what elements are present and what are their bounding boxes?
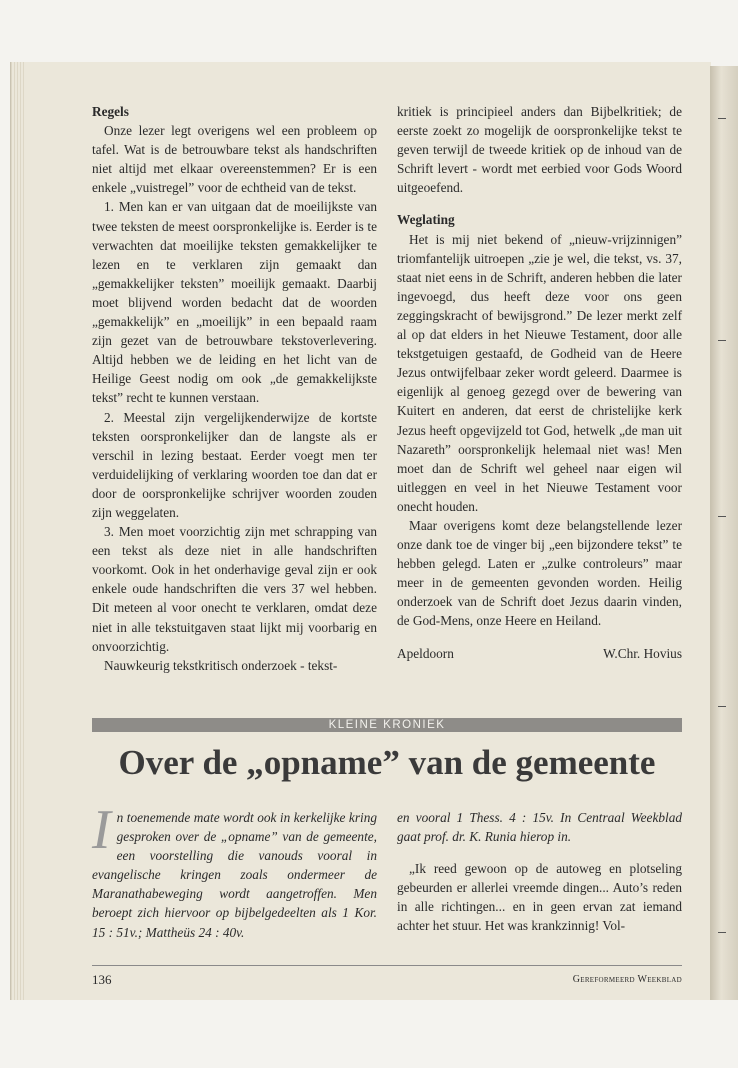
- right-column: [397, 102, 682, 663]
- section-heading-weglating: Weglating: [397, 212, 455, 228]
- section-heading-regels: Regels: [92, 104, 129, 119]
- page-number: 136: [92, 972, 112, 987]
- facing-page-edge: [710, 66, 738, 1000]
- signature-line: [397, 644, 682, 663]
- paragraph: 1. Men kan er van uitgaan dat de moeilijkste van twee teksten de meest oorspronkelijke is. Eerder is te verwachten dat moeilijke teksten gemakkelijker te lezen en te verklaren zijn gemaakt dan „gemakkelijker teksten” moeilijk gemaakt. Daarbij moet blijvend worden bedacht dat de woorden „gemakkelijk” en „moeilijk” in een bepaald raam zijn gezet van de betrouwbare tekstoverlevering. Altijd hebben we de leiding en het licht van de Heilige Geest nodig om ook „de gemakkelijkste tekst” recht te kunnen verstaan.: [92, 199, 377, 406]
- signature-place: Apeldoorn: [397, 645, 454, 661]
- signature-author: W.Chr. Hovius: [603, 645, 682, 661]
- edge-mark: [718, 340, 726, 341]
- page-edge: [11, 62, 25, 1000]
- paragraph: 3. Men moet voorzichtig zijn met schrapping van een tekst als deze niet in alle handschriften voorkomt. Ook in het onderhavige geval zijn er ook enkele oude handschriften die vers 37 wel hebben. Dit meteen al voor onecht te verklaren, omdat deze niet in alle tekstuitgaven staat lijkt mij voorbarig en onvoorzichtig.: [92, 524, 377, 654]
- article-intro-left: [92, 799, 377, 942]
- paragraph: Onze lezer legt overigens wel een probleem op tafel. Wat is de betrouwbare tekst als handschriften niet altijd met elkaar overeenstemmen? Er is een enkele „vuistregel” voor de echtheid van de tekst.: [92, 123, 377, 196]
- section-banner: KLEINE KRONIEK: [92, 718, 682, 732]
- edge-mark: [718, 706, 726, 707]
- edge-mark: [718, 932, 726, 933]
- intro-text: n toenemende mate wordt ook in kerkelijke kring gesproken over de „opname” van de gemeente, een voorstelling die vanouds vooral in evangelische kringen zoals ondermeer de Maranathabeweging wordt aangetroffen. Men beroept zich hiervoor op bijbelgedeelten als 1 Kor. 15 : 51v.; Mattheüs 24 : 40v.: [92, 810, 377, 940]
- edge-mark: [718, 118, 726, 119]
- paragraph: Nauwkeurig tekstkritisch onderzoek - tekst-: [104, 657, 338, 673]
- paragraph: 2. Meestal zijn vergelijkenderwijze de kortste teksten oorspronkelijker dan de langste als er verschil in lezing bestaat. Eerder voegt men ter verduidelijking of verklaring woorden toe dan dat er door de oorspronkelijke schrijver woorden zouden zijn weggelaten.: [92, 409, 377, 520]
- paragraph: Het is mij niet bekend of „nieuw-vrijzinnigen” triomfantelijk uitroepen „zie je wel, die tekst, vs. 37, staat niet eens in de Schrift, anderen hebben die later ingevoegd, dus heeft deze voor ons geen zeggingskracht of bewijsgrond.” De lezer merkt zelf al op dat elders in het Nieuwe Testament, door alle tekstgetuigen gestaafd, de Godheid van de Heere Jezus ontwijfelbaar zeker wordt geleerd. Daarmee is eigenlijk al genoeg gezegd over de bewering van Kuitert en anderen, dat eerst de christelijke kerk Jezus heeft opgevijzeld tot God, hetwelk „de man uit Nazareth” oorspronkelijk helemaal niet was! Men moet dan de Schrift wel geheel naar eigen wil uitleggen en veel in het Nieuwe Testament voor onecht houden.: [397, 231, 682, 514]
- left-column: [92, 102, 377, 675]
- edge-mark: [718, 516, 726, 517]
- article-headline: Over de „opname” van de gemeente: [118, 743, 656, 782]
- article-right-column: [397, 808, 682, 936]
- article-body: „Ik reed gewoon op de autoweg en plotseling gebeurden er allerlei vreemde dingen... Auto’s reden in alle richtingen... en in geen ervan zat iemand achter het stuur. Het was krankzinnig! Vol-: [397, 861, 682, 934]
- footer-rule: [92, 965, 682, 966]
- paragraph-continued: kritiek is principieel anders dan Bijbelkritiek; de eerste zoekt zo mogelijk de oorspronkelijke tekst te geven terwijl de tweede kritiek op de inhoud van de Schrift levert - wordt met eerbied voor Gods Woord uitgeoefend.: [397, 104, 682, 196]
- publication-name: Gereformeerd Weekblad: [572, 974, 682, 985]
- drop-cap: I: [92, 799, 111, 861]
- intro-text-continued: en vooral 1 Thess. 4 : 15v. In Centraal Weekblad gaat prof. dr. K. Runia hierop in.: [397, 810, 682, 845]
- paragraph: Maar overigens komt deze belangstellende lezer onze dank toe de vinger bij „een bijzondere tekst” te hebben gelegd. Laten er „zulke controleurs” maar meer in de gemeenten gevonden worden. Heilig onderzoek van de Schrift doet Jezus daarin vinden, de God-Mens, onze Heere en Heiland.: [397, 517, 682, 629]
